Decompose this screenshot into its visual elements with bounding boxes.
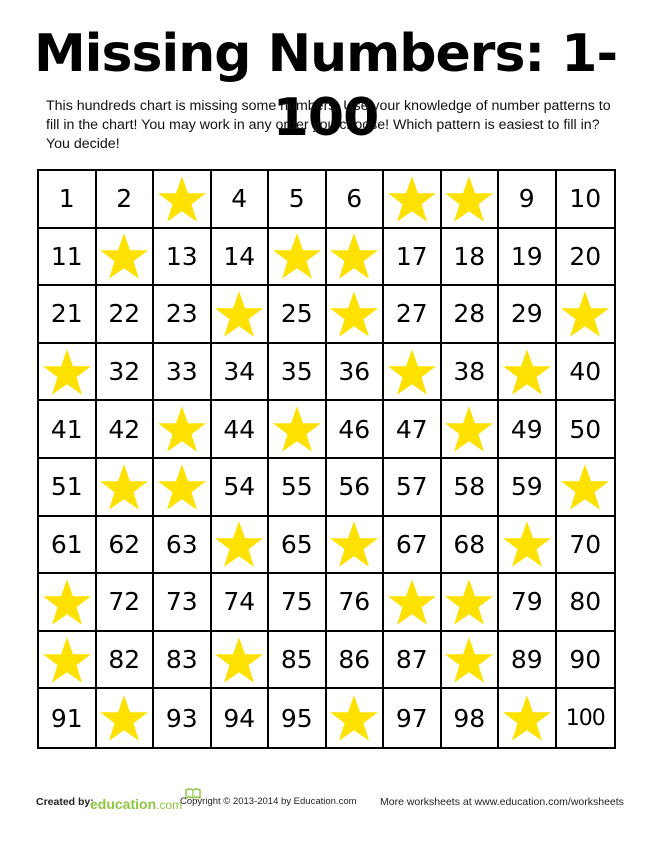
number-cell: 86 (327, 632, 385, 690)
number-cell: 58 (442, 459, 500, 517)
missing-number-cell (39, 574, 97, 632)
number-cell: 18 (442, 229, 500, 287)
number-cell: 34 (212, 344, 270, 402)
number-cell: 25 (269, 286, 327, 344)
instructions-text: This hundreds chart is missing some numbers. Use your knowledge of number patterns to fill in the chart! You may work in any order you choose! Which pattern is easiest to fill in? You decide! (46, 98, 611, 152)
missing-number-cell (384, 574, 442, 632)
star-icon (329, 290, 379, 338)
number-cell: 62 (97, 517, 155, 575)
number-cell: 94 (212, 689, 270, 747)
star-icon (329, 232, 379, 280)
number-cell: 83 (154, 632, 212, 690)
number-cell: 65 (269, 517, 327, 575)
number-cell: 73 (154, 574, 212, 632)
number-cell: 20 (557, 229, 615, 287)
number-cell: 98 (442, 689, 500, 747)
star-icon (214, 636, 264, 684)
missing-number-cell (442, 574, 500, 632)
missing-number-cell (269, 229, 327, 287)
number-cell: 6 (327, 171, 385, 229)
star-icon (502, 694, 552, 742)
number-cell: 100 (565, 705, 605, 731)
number-cell: 57 (384, 459, 442, 517)
number-cell: 61 (39, 517, 97, 575)
number-cell: 38 (442, 344, 500, 402)
missing-number-cell (39, 344, 97, 402)
logo-name: education (90, 796, 157, 812)
number-cell: 13 (154, 229, 212, 287)
number-cell: 21 (39, 286, 97, 344)
number-cell: 46 (327, 401, 385, 459)
missing-number-cell (327, 689, 385, 747)
number-cell: 47 (384, 401, 442, 459)
number-cell: 10 (557, 171, 615, 229)
number-cell: 22 (97, 286, 155, 344)
created-by-label: Created by: (36, 796, 94, 808)
star-icon (560, 463, 610, 511)
star-icon (42, 636, 92, 684)
number-cell: 54 (212, 459, 270, 517)
number-cell: 79 (499, 574, 557, 632)
missing-number-cell (499, 344, 557, 402)
number-cell: 41 (39, 401, 97, 459)
missing-number-cell (327, 286, 385, 344)
star-icon (329, 520, 379, 568)
missing-number-cell (154, 459, 212, 517)
missing-number-cell (212, 632, 270, 690)
number-cell: 91 (39, 689, 97, 747)
number-cell: 59 (499, 459, 557, 517)
number-cell: 23 (154, 286, 212, 344)
number-cell: 5 (269, 171, 327, 229)
number-cell: 68 (442, 517, 500, 575)
hundreds-chart (37, 169, 616, 749)
star-icon (42, 578, 92, 626)
star-icon (99, 232, 149, 280)
missing-number-cell (97, 689, 155, 747)
number-cell: 28 (442, 286, 500, 344)
star-icon (157, 463, 207, 511)
missing-number-cell (557, 286, 615, 344)
number-cell: 85 (269, 632, 327, 690)
star-icon (157, 405, 207, 453)
number-cell: 75 (269, 574, 327, 632)
logo-suffix: .com (156, 798, 183, 812)
star-icon (214, 520, 264, 568)
number-cell: 27 (384, 286, 442, 344)
number-cell: 32 (97, 344, 155, 402)
star-icon (444, 175, 494, 223)
star-icon (444, 578, 494, 626)
missing-number-cell (384, 171, 442, 229)
number-cell: 36 (327, 344, 385, 402)
number-cell: 89 (499, 632, 557, 690)
missing-number-cell (97, 459, 155, 517)
number-cell: 4 (212, 171, 270, 229)
number-cell: 74 (212, 574, 270, 632)
missing-number-cell (442, 171, 500, 229)
missing-number-cell (442, 632, 500, 690)
missing-number-cell (327, 229, 385, 287)
missing-number-cell (557, 459, 615, 517)
number-cell: 82 (97, 632, 155, 690)
missing-number-cell (154, 171, 212, 229)
number-cell: 2 (97, 171, 155, 229)
star-icon (387, 348, 437, 396)
star-icon (502, 520, 552, 568)
missing-number-cell (499, 517, 557, 575)
number-cell: 93 (154, 689, 212, 747)
missing-number-cell (384, 344, 442, 402)
number-cell: 11 (39, 229, 97, 287)
star-icon (444, 636, 494, 684)
star-icon (387, 578, 437, 626)
number-cell: 49 (499, 401, 557, 459)
number-cell: 95 (269, 689, 327, 747)
missing-number-cell (212, 517, 270, 575)
copyright-text: Copyright © 2013-2014 by Education.com (180, 796, 357, 807)
number-cell: 40 (557, 344, 615, 402)
number-cell: 56 (327, 459, 385, 517)
number-cell: 14 (212, 229, 270, 287)
number-cell: 19 (499, 229, 557, 287)
star-icon (502, 348, 552, 396)
missing-number-cell (154, 401, 212, 459)
number-cell: 33 (154, 344, 212, 402)
star-icon (99, 694, 149, 742)
number-cell: 90 (557, 632, 615, 690)
worksheet-title: Missing Numbers: 1-100 (33, 24, 618, 148)
star-icon (214, 290, 264, 338)
number-cell: 55 (269, 459, 327, 517)
missing-number-cell (499, 689, 557, 747)
number-cell: 87 (384, 632, 442, 690)
star-icon (42, 348, 92, 396)
number-cell: 51 (39, 459, 97, 517)
number-cell: 35 (269, 344, 327, 402)
star-icon (387, 175, 437, 223)
number-cell: 9 (499, 171, 557, 229)
number-cell: 76 (327, 574, 385, 632)
star-icon (560, 290, 610, 338)
number-cell: 80 (557, 574, 615, 632)
number-cell: 70 (557, 517, 615, 575)
number-cell: 97 (384, 689, 442, 747)
number-cell: 29 (499, 286, 557, 344)
number-cell: 50 (557, 401, 615, 459)
star-icon (444, 405, 494, 453)
missing-number-cell (212, 286, 270, 344)
number-cell: 1 (39, 171, 97, 229)
star-icon (272, 405, 322, 453)
missing-number-cell (269, 401, 327, 459)
number-cell: 67 (384, 517, 442, 575)
more-worksheets-text: More worksheets at www.education.com/worksheets (380, 796, 624, 808)
missing-number-cell (39, 632, 97, 690)
number-cell: 17 (384, 229, 442, 287)
number-cell: 42 (97, 401, 155, 459)
star-icon (99, 463, 149, 511)
number-cell: 72 (97, 574, 155, 632)
missing-number-cell (97, 229, 155, 287)
star-icon (272, 232, 322, 280)
missing-number-cell (327, 517, 385, 575)
number-cell: 44 (212, 401, 270, 459)
number-cell: 63 (154, 517, 212, 575)
missing-number-cell (442, 401, 500, 459)
star-icon (157, 175, 207, 223)
star-icon (329, 694, 379, 742)
